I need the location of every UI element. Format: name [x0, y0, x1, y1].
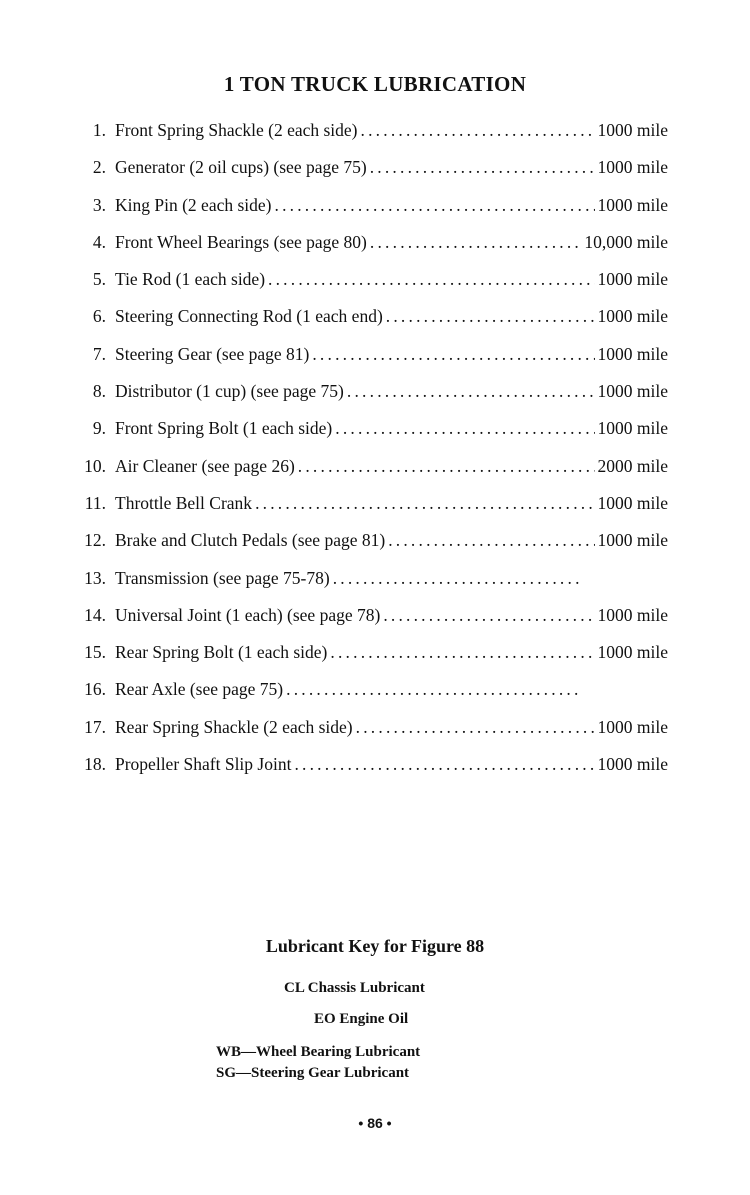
dot-leader — [370, 232, 582, 253]
list-item — [66, 195, 668, 232]
item-label: Front Spring Bolt (1 each side) — [115, 418, 333, 439]
list-item — [66, 530, 668, 567]
list-item — [66, 269, 668, 306]
item-number: 13. — [84, 567, 106, 588]
list-item — [66, 344, 668, 381]
dot-leader — [370, 157, 595, 178]
list-item — [66, 605, 668, 642]
list-item — [66, 157, 668, 194]
item-interval: 1000 mile — [597, 343, 668, 364]
list-item — [66, 568, 668, 605]
item-interval: 1000 mile — [597, 157, 668, 178]
list-item — [66, 642, 668, 679]
list-item — [66, 120, 668, 157]
item-number: 11. — [84, 492, 106, 513]
item-interval: 10,000 mile — [584, 231, 668, 252]
list-item — [66, 493, 668, 530]
item-number: 10. — [84, 455, 106, 476]
item-number: 5. — [92, 269, 106, 290]
item-interval: 1000 mile — [597, 492, 668, 513]
dot-leader — [347, 381, 595, 402]
list-item — [66, 306, 668, 343]
dot-leader — [275, 195, 595, 216]
item-number: 16. — [84, 679, 106, 700]
list-item — [66, 232, 668, 269]
list-item — [66, 418, 668, 455]
list-item — [66, 754, 668, 791]
item-label: Transmission (see page 75-78) — [115, 567, 330, 588]
item-interval: 2000 mile — [597, 455, 668, 476]
dot-leader — [298, 456, 595, 477]
item-interval: 1000 mile — [597, 530, 668, 551]
item-label: Front Wheel Bearings (see page 80) — [115, 231, 367, 252]
dot-leader — [361, 120, 595, 141]
item-number: 2. — [92, 157, 106, 178]
dot-leader — [388, 530, 594, 551]
item-label: Universal Joint (1 each) (see page 78) — [115, 604, 381, 625]
item-number: 4. — [92, 231, 106, 252]
dot-leader — [312, 344, 594, 365]
item-interval: 1000 mile — [597, 754, 668, 775]
item-label: Tie Rod (1 each side) — [115, 269, 266, 290]
item-label: Distributor (1 cup) (see page 75) — [115, 381, 344, 402]
item-label: Rear Axle (see page 75) — [115, 679, 284, 700]
page-title: 1 TON TRUCK LUBRICATION — [223, 72, 527, 96]
item-number: 12. — [84, 530, 106, 551]
item-label: Steering Gear (see page 81) — [115, 343, 310, 364]
item-label: Rear Spring Bolt (1 each side) — [115, 642, 328, 663]
lubricant-key-title: Lubricant Key for Figure 88 — [265, 936, 485, 956]
key-entry-eo: EO Engine Oil — [314, 1011, 409, 1027]
dot-leader — [383, 605, 594, 626]
item-interval: 1000 mile — [597, 381, 668, 402]
item-number: 9. — [92, 418, 106, 439]
dot-leader — [255, 493, 594, 514]
item-label: Throttle Bell Crank — [115, 492, 253, 513]
item-label: Brake and Clutch Pedals (see page 81) — [115, 530, 386, 551]
item-interval: 1000 mile — [597, 716, 668, 737]
item-label: Front Spring Shackle (2 each side) — [115, 120, 358, 140]
list-item — [66, 381, 668, 418]
page-number: • 86 • — [358, 1115, 392, 1131]
item-number: 6. — [92, 306, 106, 327]
item-number: 7. — [92, 343, 106, 364]
item-interval: 1000 mile — [597, 269, 668, 290]
item-label: Air Cleaner (see page 26) — [115, 455, 295, 476]
item-interval: 1000 mile — [597, 194, 668, 215]
dot-leader — [333, 568, 579, 589]
key-entry-sg: SG—Steering Gear Lubricant — [216, 1065, 410, 1081]
item-interval: 1000 mile — [597, 418, 668, 439]
key-entry-cl: CL Chassis Lubricant — [284, 980, 425, 996]
dot-leader — [386, 306, 595, 327]
item-interval: 1000 mile — [597, 120, 668, 140]
item-interval: 1000 mile — [597, 604, 668, 625]
dot-leader — [294, 754, 594, 775]
dot-leader — [335, 418, 594, 439]
item-number: 18. — [84, 754, 106, 775]
item-label: Steering Connecting Rod (1 each end) — [115, 306, 383, 327]
item-label: Rear Spring Shackle (2 each side) — [115, 716, 353, 737]
item-interval: 1000 mile — [597, 306, 668, 327]
list-item — [66, 456, 668, 493]
dot-leader — [286, 679, 579, 700]
item-number: 14. — [84, 604, 106, 625]
list-item — [66, 717, 668, 754]
item-label: Generator (2 oil cups) (see page 75) — [115, 157, 367, 178]
item-interval: 1000 mile — [597, 642, 668, 663]
lubrication-list — [66, 120, 668, 791]
item-number: 15. — [84, 642, 106, 663]
dot-leader — [356, 717, 595, 738]
item-number: 17. — [84, 716, 106, 737]
dot-leader — [268, 269, 594, 290]
key-entry-wb: WB—Wheel Bearing Lubricant — [216, 1044, 421, 1060]
dot-leader — [330, 642, 594, 663]
item-number: 8. — [92, 381, 106, 402]
item-number: 1. — [92, 120, 106, 140]
item-label: King Pin (2 each side) — [115, 194, 272, 215]
item-label: Propeller Shaft Slip Joint — [115, 754, 292, 775]
list-item — [66, 679, 668, 716]
item-number: 3. — [92, 194, 106, 215]
